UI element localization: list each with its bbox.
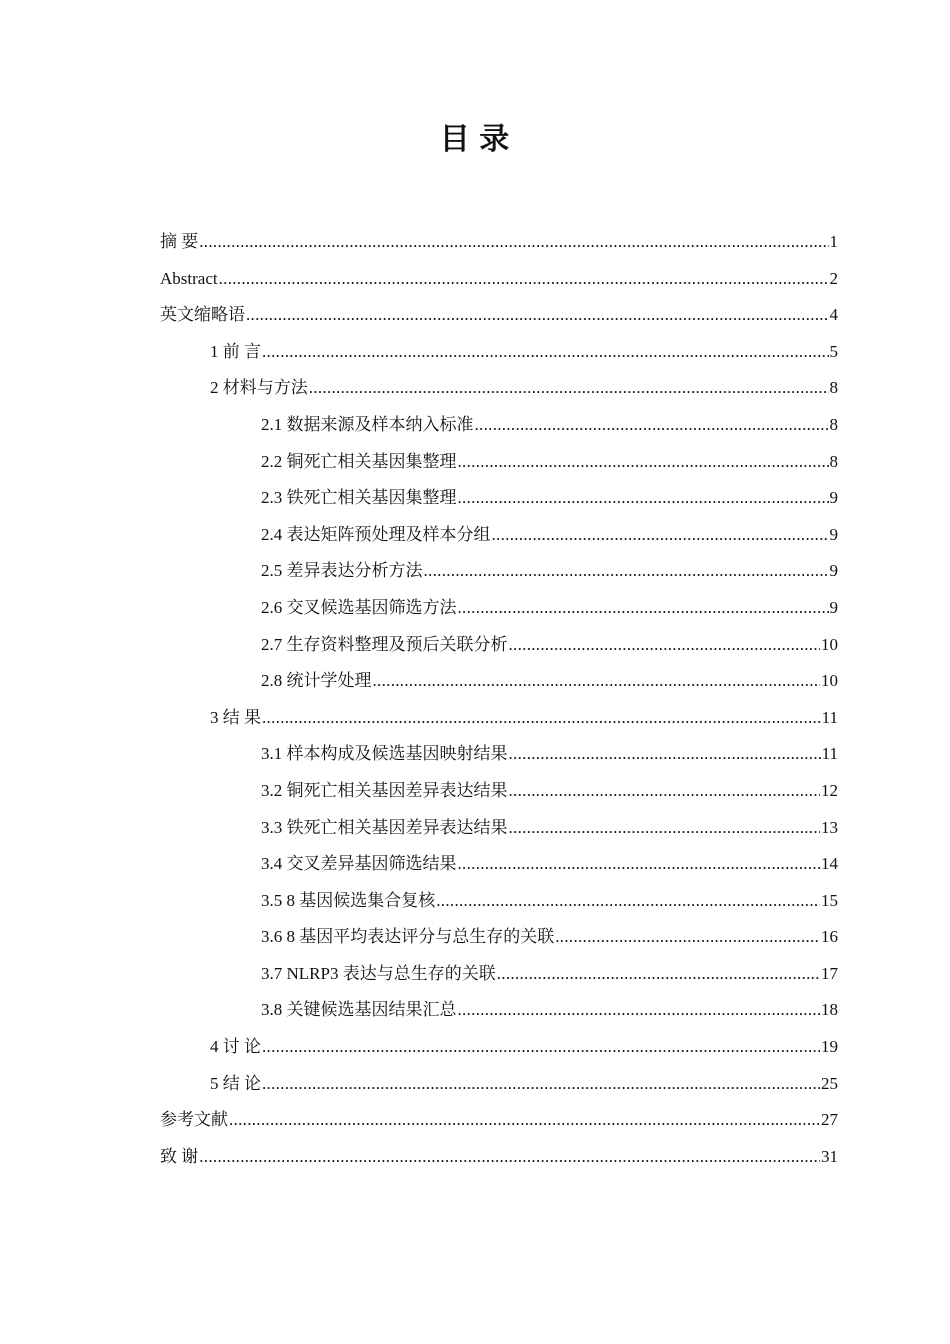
- toc-entry[interactable]: [160, 883, 838, 920]
- toc-entry[interactable]: [160, 663, 838, 700]
- toc-entry-label: 3 结 果: [210, 707, 261, 727]
- toc-entry[interactable]: [160, 700, 838, 737]
- toc-entry[interactable]: [160, 590, 838, 627]
- toc-dot-leader: [219, 261, 829, 298]
- toc-entry[interactable]: [160, 627, 838, 664]
- toc-entry-label: 致 谢: [160, 1146, 199, 1166]
- toc-dot-leader: [475, 407, 829, 444]
- toc-dot-leader: [458, 444, 829, 481]
- toc-entry-page-number: 5: [829, 341, 838, 361]
- toc-entry-page-number: 18: [821, 1000, 838, 1020]
- toc-entry[interactable]: [160, 370, 838, 407]
- toc-entry-page-number: 17: [821, 963, 838, 983]
- toc-entry[interactable]: [160, 1102, 838, 1139]
- toc-entry-label: 2.4 表达矩阵预处理及样本分组: [261, 524, 491, 544]
- toc-entry[interactable]: [160, 810, 838, 847]
- toc-dot-leader: [458, 992, 821, 1029]
- toc-entry[interactable]: [160, 334, 838, 371]
- toc-entry[interactable]: [160, 956, 838, 993]
- toc-entry-page-number: 9: [829, 524, 838, 544]
- toc-entry[interactable]: [160, 846, 838, 883]
- toc-entry-page-number: 25: [821, 1073, 838, 1093]
- toc-entry-page-number: 27: [821, 1110, 838, 1130]
- toc-dot-leader: [262, 700, 821, 737]
- toc-entry-label: 5 结 论: [210, 1073, 261, 1093]
- toc-dot-leader: [497, 956, 820, 993]
- toc-entry-page-number: 8: [829, 414, 838, 434]
- toc-dot-leader: [492, 517, 829, 554]
- toc-entry-page-number: 14: [821, 854, 838, 874]
- toc-entry-page-number: 16: [821, 927, 838, 947]
- toc-entry-label: 参考文献: [160, 1110, 228, 1130]
- toc-entry-label: 2.3 铁死亡相关基因集整理: [261, 488, 457, 508]
- toc-dot-leader: [509, 736, 821, 773]
- toc-entry-label: 摘 要: [160, 232, 199, 251]
- toc-entry-page-number: 31: [821, 1146, 838, 1166]
- toc-dot-leader: [509, 773, 821, 810]
- toc-entry-page-number: 10: [821, 671, 838, 691]
- toc-entry-label: 3.5 8 基因候选集合复核: [261, 890, 436, 910]
- toc-dot-leader: [262, 334, 829, 371]
- toc-dot-leader: [458, 590, 829, 627]
- toc-entry[interactable]: [160, 553, 838, 590]
- toc-entry[interactable]: [160, 224, 838, 261]
- toc-entry-label: 2.1 数据来源及样本纳入标准: [261, 414, 474, 434]
- toc-entry-label: 4 讨 论: [210, 1037, 261, 1057]
- table-of-contents: [160, 224, 838, 1175]
- toc-entry[interactable]: [160, 773, 838, 810]
- toc-dot-leader: [555, 919, 820, 956]
- toc-entry-page-number: 1: [829, 232, 838, 251]
- toc-entry-page-number: 8: [829, 378, 838, 398]
- toc-entry[interactable]: [160, 1066, 838, 1103]
- toc-entry[interactable]: [160, 992, 838, 1029]
- toc-dot-leader: [229, 1102, 820, 1139]
- toc-entry-page-number: 9: [829, 597, 838, 617]
- toc-dot-leader: [199, 1139, 820, 1176]
- toc-entry-label: 3.8 关键候选基因结果汇总: [261, 1000, 457, 1020]
- toc-entry-page-number: 11: [821, 707, 838, 727]
- toc-dot-leader: [309, 370, 829, 407]
- toc-entry-page-number: 9: [829, 488, 838, 508]
- toc-dot-leader: [199, 224, 828, 261]
- toc-dot-leader: [458, 846, 821, 883]
- toc-entry[interactable]: [160, 480, 838, 517]
- toc-entry[interactable]: [160, 444, 838, 481]
- toc-dot-leader: [509, 627, 821, 664]
- toc-entry-label: 3.7 NLRP3 表达与总生存的关联: [261, 963, 496, 983]
- toc-entry[interactable]: [160, 1139, 838, 1176]
- toc-entry[interactable]: [160, 517, 838, 554]
- toc-entry-page-number: 8: [829, 451, 838, 471]
- toc-entry[interactable]: [160, 297, 838, 334]
- toc-entry-label: 2.6 交叉候选基因筛选方法: [261, 597, 457, 617]
- toc-dot-leader: [509, 810, 821, 847]
- toc-dot-leader: [262, 1066, 820, 1103]
- toc-entry-page-number: 13: [821, 817, 838, 837]
- toc-entry-label: Abstract: [160, 268, 218, 288]
- toc-dot-leader: [424, 553, 829, 590]
- toc-entry-page-number: 9: [829, 561, 838, 581]
- toc-entry-label: 2.5 差异表达分析方法: [261, 561, 423, 581]
- toc-entry-label: 3.6 8 基因平均表达评分与总生存的关联: [261, 927, 555, 947]
- toc-entry-label: 3.3 铁死亡相关基因差异表达结果: [261, 817, 508, 837]
- toc-entry[interactable]: [160, 736, 838, 773]
- toc-entry-label: 3.1 样本构成及候选基因映射结果: [261, 744, 508, 764]
- toc-dot-leader: [458, 480, 829, 517]
- toc-entry-label: 3.2 铜死亡相关基因差异表达结果: [261, 780, 508, 800]
- toc-entry-label: 1 前 言: [210, 341, 261, 361]
- toc-entry-page-number: 19: [821, 1037, 838, 1057]
- toc-entry-label: 英文缩略语: [160, 305, 245, 325]
- toc-entry-page-number: 15: [821, 890, 838, 910]
- toc-entry-page-number: 10: [821, 634, 838, 654]
- toc-entry[interactable]: [160, 919, 838, 956]
- toc-entry[interactable]: [160, 1029, 838, 1066]
- toc-entry[interactable]: [160, 407, 838, 444]
- toc-entry-page-number: 2: [829, 268, 838, 288]
- toc-entry-label: 3.4 交叉差异基因筛选结果: [261, 854, 457, 874]
- toc-entry-page-number: 4: [829, 305, 838, 325]
- page-title: 目 录: [439, 123, 511, 156]
- toc-entry-label: 2.8 统计学处理: [261, 671, 372, 691]
- toc-entry-page-number: 12: [821, 780, 838, 800]
- toc-dot-leader: [246, 297, 829, 334]
- toc-entry-label: 2.7 生存资料整理及预后关联分析: [261, 634, 508, 654]
- toc-entry-page-number: 11: [821, 744, 838, 764]
- toc-entry[interactable]: [160, 261, 838, 298]
- toc-entry-label: 2.2 铜死亡相关基因集整理: [261, 451, 457, 471]
- toc-dot-leader: [373, 663, 821, 700]
- toc-entry-label: 2 材料与方法: [210, 378, 308, 398]
- toc-dot-leader: [436, 883, 820, 920]
- toc-dot-leader: [262, 1029, 820, 1066]
